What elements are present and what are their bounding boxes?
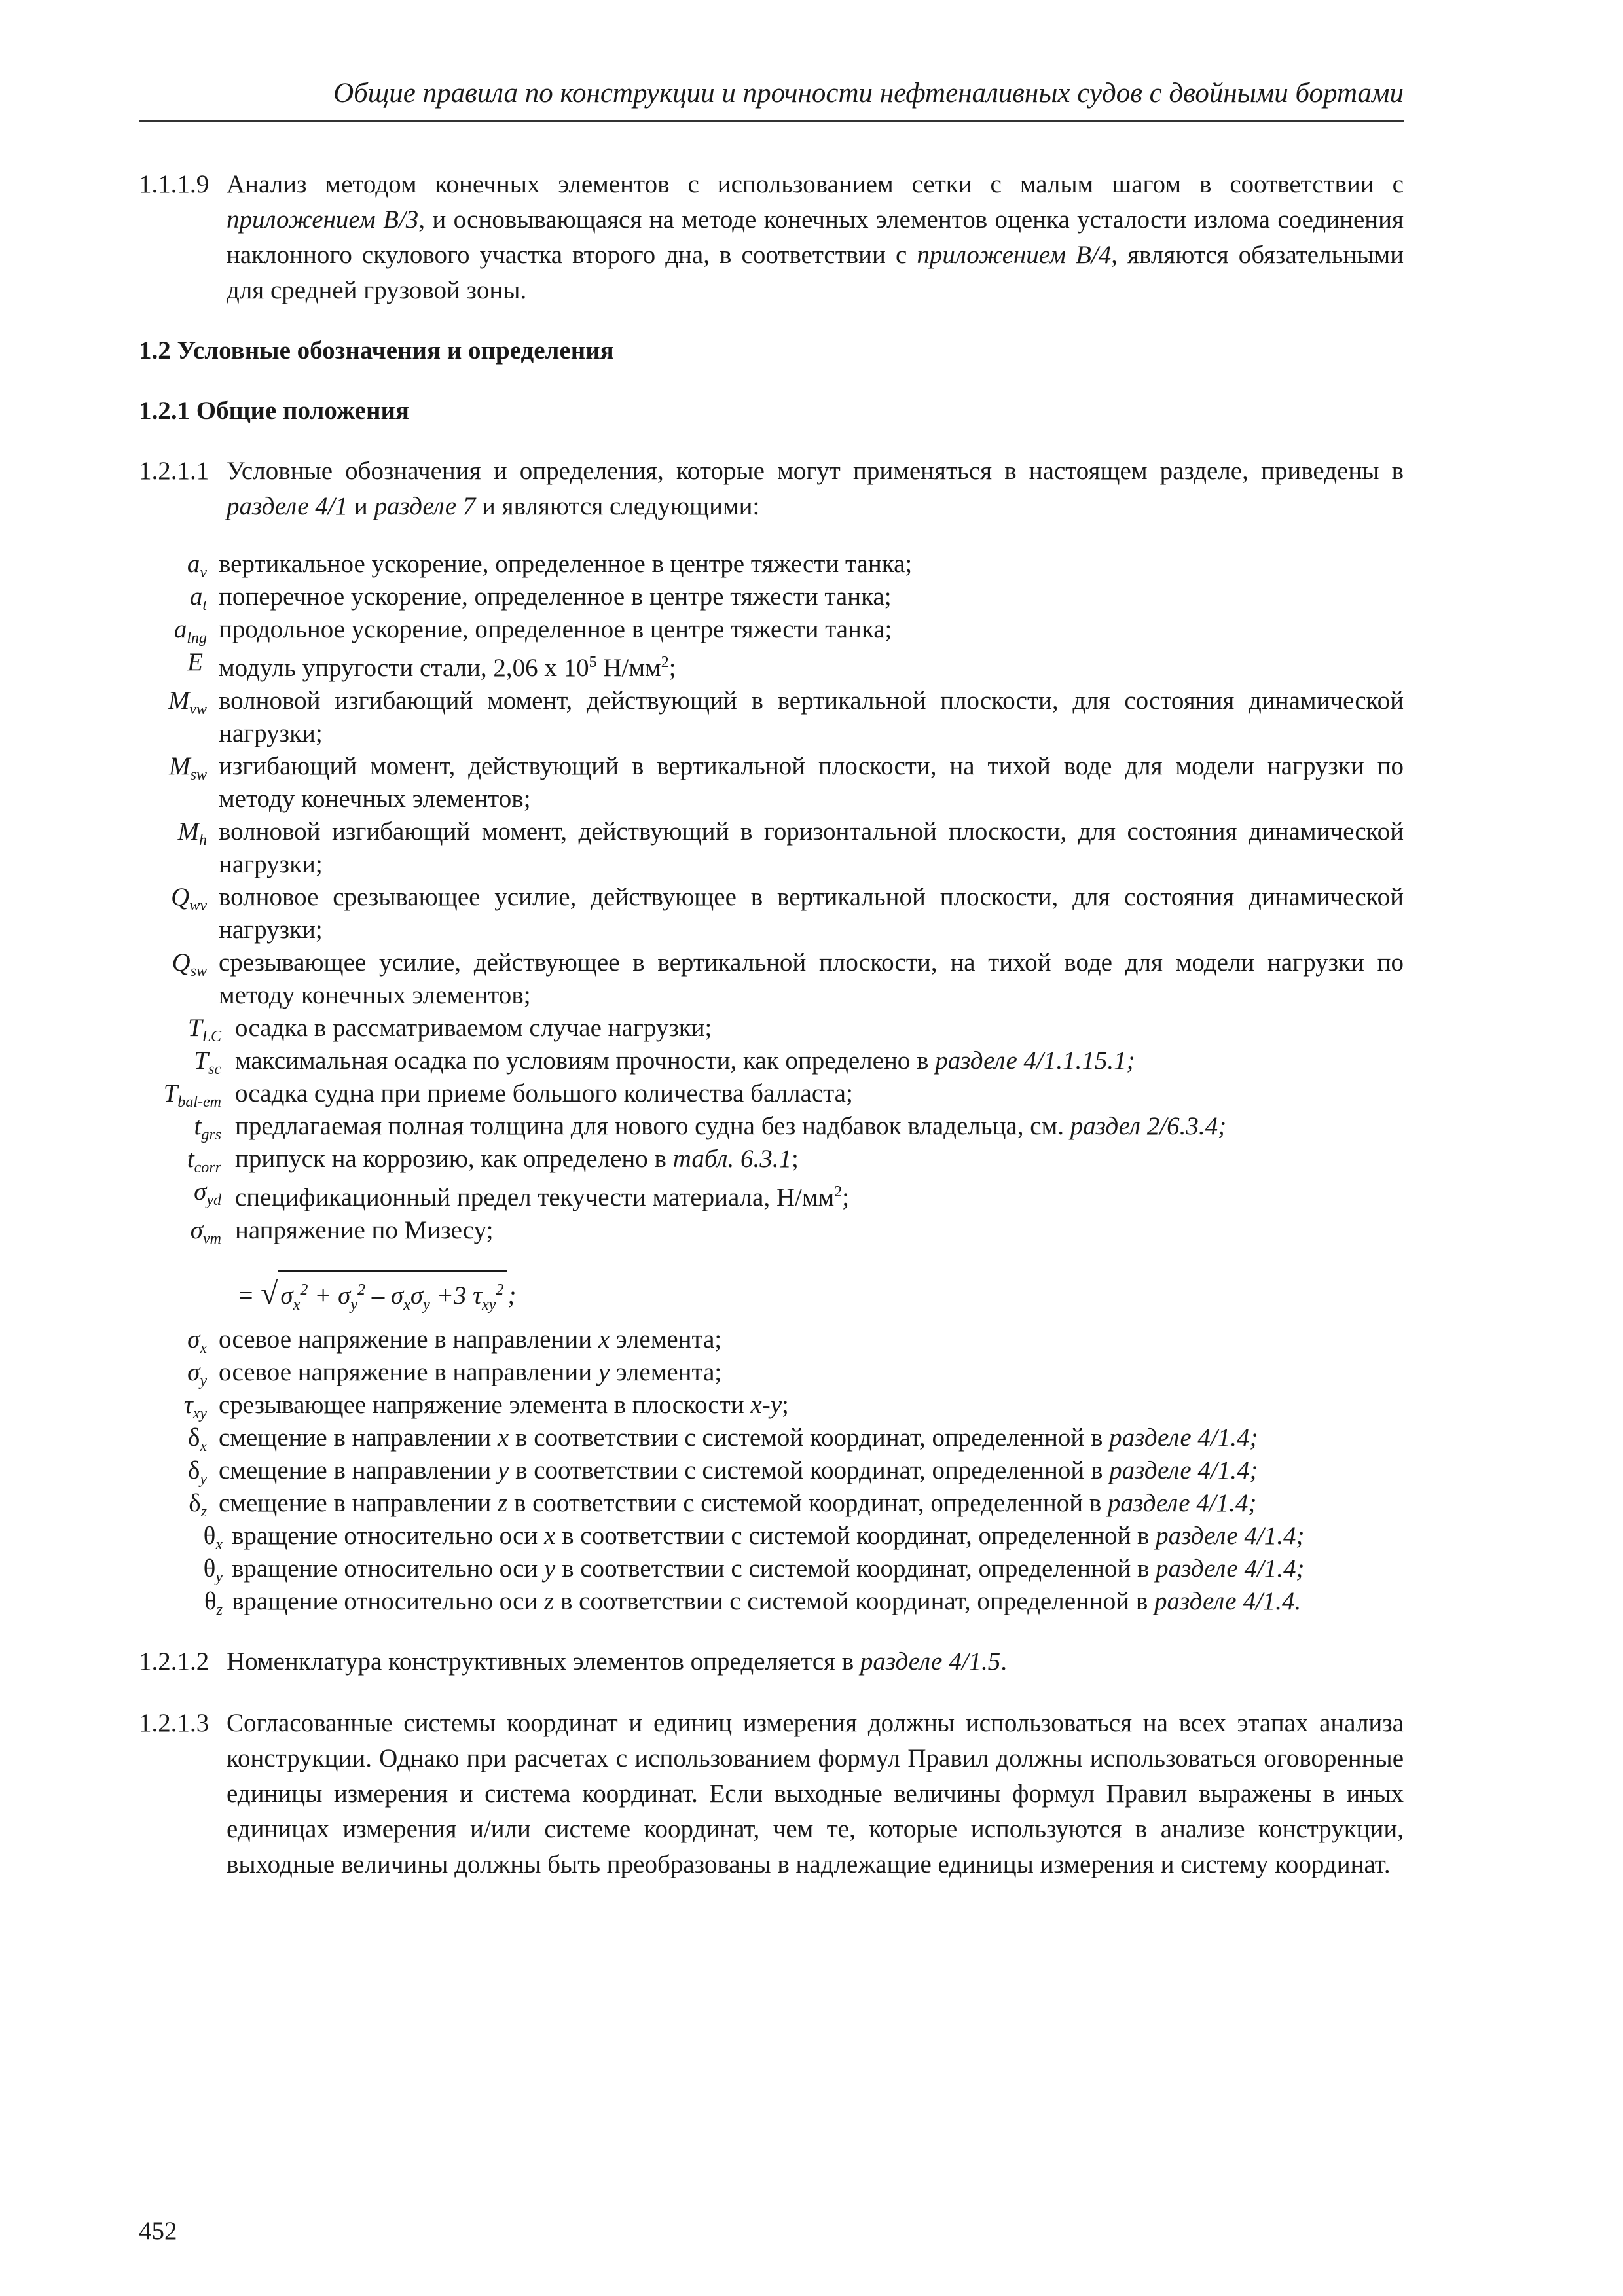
definition-item: $t_{grs}$ предлагаемая полная толщина для нового судна без надбавок владельца, см. раздел 2/6.3.4; — [194, 1112, 1227, 1143]
paragraph-number: 1.2.1.3 — [139, 1708, 210, 1737]
definition-item: $\sigma_x$ осевое напряжение в направлении x элемента; — [187, 1325, 722, 1357]
reference-link: приложением В/3 — [227, 206, 419, 234]
definition-item: $M_h$ волновой изгибающий момент, действующий в горизонтальной плоскости, для состояния динамической нагрузки; — [177, 817, 1404, 878]
paragraph-number: 1.1.1.9 — [139, 170, 210, 198]
paragraph-1-1-1-9: 1.1.1.9 Анализ методом конечных элементов с использованием сетки с малым шагом в соответствии с приложением В/3, и основывающаяся на методе конечных элементов оценка усталости излома соединения наклонного скулового участка второго дна, в соответствии с приложением В/4, являются обязательными для средней грузовой зоны. — [139, 167, 1404, 308]
definition-item: $\delta_y$ смещение в направлении y в соответствии с системой координат, определенной в разделе 4/1.4; — [187, 1456, 1258, 1488]
section-heading-1-2: 1.2 Условные обозначения и определения — [139, 336, 614, 365]
definition-item: $\delta_x$ смещение в направлении x в соответствии с системой координат, определенной в разделе 4/1.4; — [187, 1423, 1258, 1455]
paragraph-number: 1.2.1.1 — [139, 457, 210, 485]
paragraph-1-2-1-3: 1.2.1.3 Согласованные системы координат и единиц измерения должны использоваться на всех этапах анализа конструкции. Однако при расчетах с использованием формул Правил должны использоваться оговоренные единицы измерения и система координат. Если выходные величины формул Правил выражены в иных единицах измерения и/или системе координат, чем те, которые используются в анализе конструкции, выходные величины должны быть преобразованы в надлежащие единицы измерения и систему координат. — [139, 1706, 1404, 1882]
definition-item: $\theta_x$ вращение относительно оси x в соответствии с системой координат, определенной в разделе 4/1.4; — [203, 1521, 1305, 1553]
paragraph-1-2-1-1: 1.2.1.1 Условные обозначения и определения, которые могут применяться в настоящем разделе, приведены в разделе 4/1 и разделе 7 и являются следующими: — [139, 454, 1404, 524]
definitions-list — [139, 548, 1404, 1618]
page-number: 452 — [139, 2217, 177, 2245]
definition-item: $a_t$ поперечное ускорение, определенное в центре тяжести танка; — [189, 583, 892, 614]
running-title: Общие правила по конструкции и прочности нефтеналивных судов с двойными бортами — [333, 78, 1404, 109]
von-mises-formula: = √ $\sigma_x^2 + \sigma_y^2 - \sigma_x\sigma_y +3$ $\tau_{xy}^2$ ; — [139, 1270, 1404, 1323]
definition-item: $a_v$ вертикальное ускорение, определенное в центре тяжести танка; — [187, 550, 913, 581]
definition-item: $T_{LC}$ осадка в рассматриваемом случае нагрузки; — [187, 1014, 712, 1045]
definition-item: $T_{sc}$ максимальная осадка по условиям прочности, как определено в разделе 4/1.1.15.1; — [194, 1047, 1135, 1078]
section-heading-1-2-1: 1.2.1 Общие положения — [139, 397, 410, 425]
definition-item: $\theta_z$ вращение относительно оси z в соответствии с системой координат, определенной в разделе 4/1.4. — [204, 1587, 1302, 1619]
definition-item: $\sigma_{vm}$ напряжение по Мизесу; — [190, 1216, 494, 1247]
definition-item: $\sigma_{yd}$ спецификационный предел текучести материала, $Н/мм^2$; — [194, 1177, 850, 1211]
definition-item: $a_{lng}$ продольное ускорение, определенное в центре тяжести танка; — [173, 615, 892, 647]
definition-item: $M_{vw}$ волновой изгибающий момент, действующий в вертикальной плоскости, для состояния динамической нагрузки; — [168, 687, 1404, 747]
definition-item: $\theta_y$ вращение относительно оси y в соответствии с системой координат, определенной в разделе 4/1.4; — [203, 1554, 1305, 1586]
paragraph-1-2-1-2: 1.2.1.2 Номенклатура конструктивных элементов определяется в разделе 4/1.5. — [139, 1644, 1404, 1679]
sqrt-icon: √ — [261, 1276, 278, 1311]
definition-item: $T_{bal-em}$ осадка судна при приеме большого количества балласта; — [163, 1079, 853, 1111]
definition-item: E модуль упругости стали, 2,06 x $10^5$ $Н/мм^2$; — [187, 648, 676, 682]
paragraph-number: 1.2.1.2 — [139, 1647, 210, 1676]
page-content — [139, 167, 1404, 1882]
definition-item: $\delta_z$ смещение в направлении z в соответствии с системой координат, определенной в разделе 4/1.4; — [189, 1488, 1257, 1520]
page-header — [139, 71, 1404, 122]
definition-item: $\tau_{xy}$ срезывающее напряжение элемента в плоскости x-y; — [183, 1390, 789, 1422]
definition-item: $\sigma_y$ осевое напряжение в направлении y элемента; — [187, 1357, 722, 1390]
definition-item: $Q_{sw}$ срезывающее усилие, действующее в вертикальной плоскости, на тихой воде для модели нагрузки по методу конечных элементов; — [172, 948, 1404, 1009]
definition-item: $t_{corr}$ припуск на коррозию, как определено в табл. 6.3.1; — [187, 1145, 799, 1176]
definition-item: $Q_{wv}$ волновое срезывающее усилие, действующее в вертикальной плоскости, для состояния динамической нагрузки; — [171, 883, 1404, 944]
definition-item: $M_{sw}$ изгибающий момент, действующий в вертикальной плоскости, на тихой воде для модели нагрузки по методу конечных элементов; — [169, 752, 1404, 813]
reference-link: приложением В/4 — [917, 241, 1112, 269]
